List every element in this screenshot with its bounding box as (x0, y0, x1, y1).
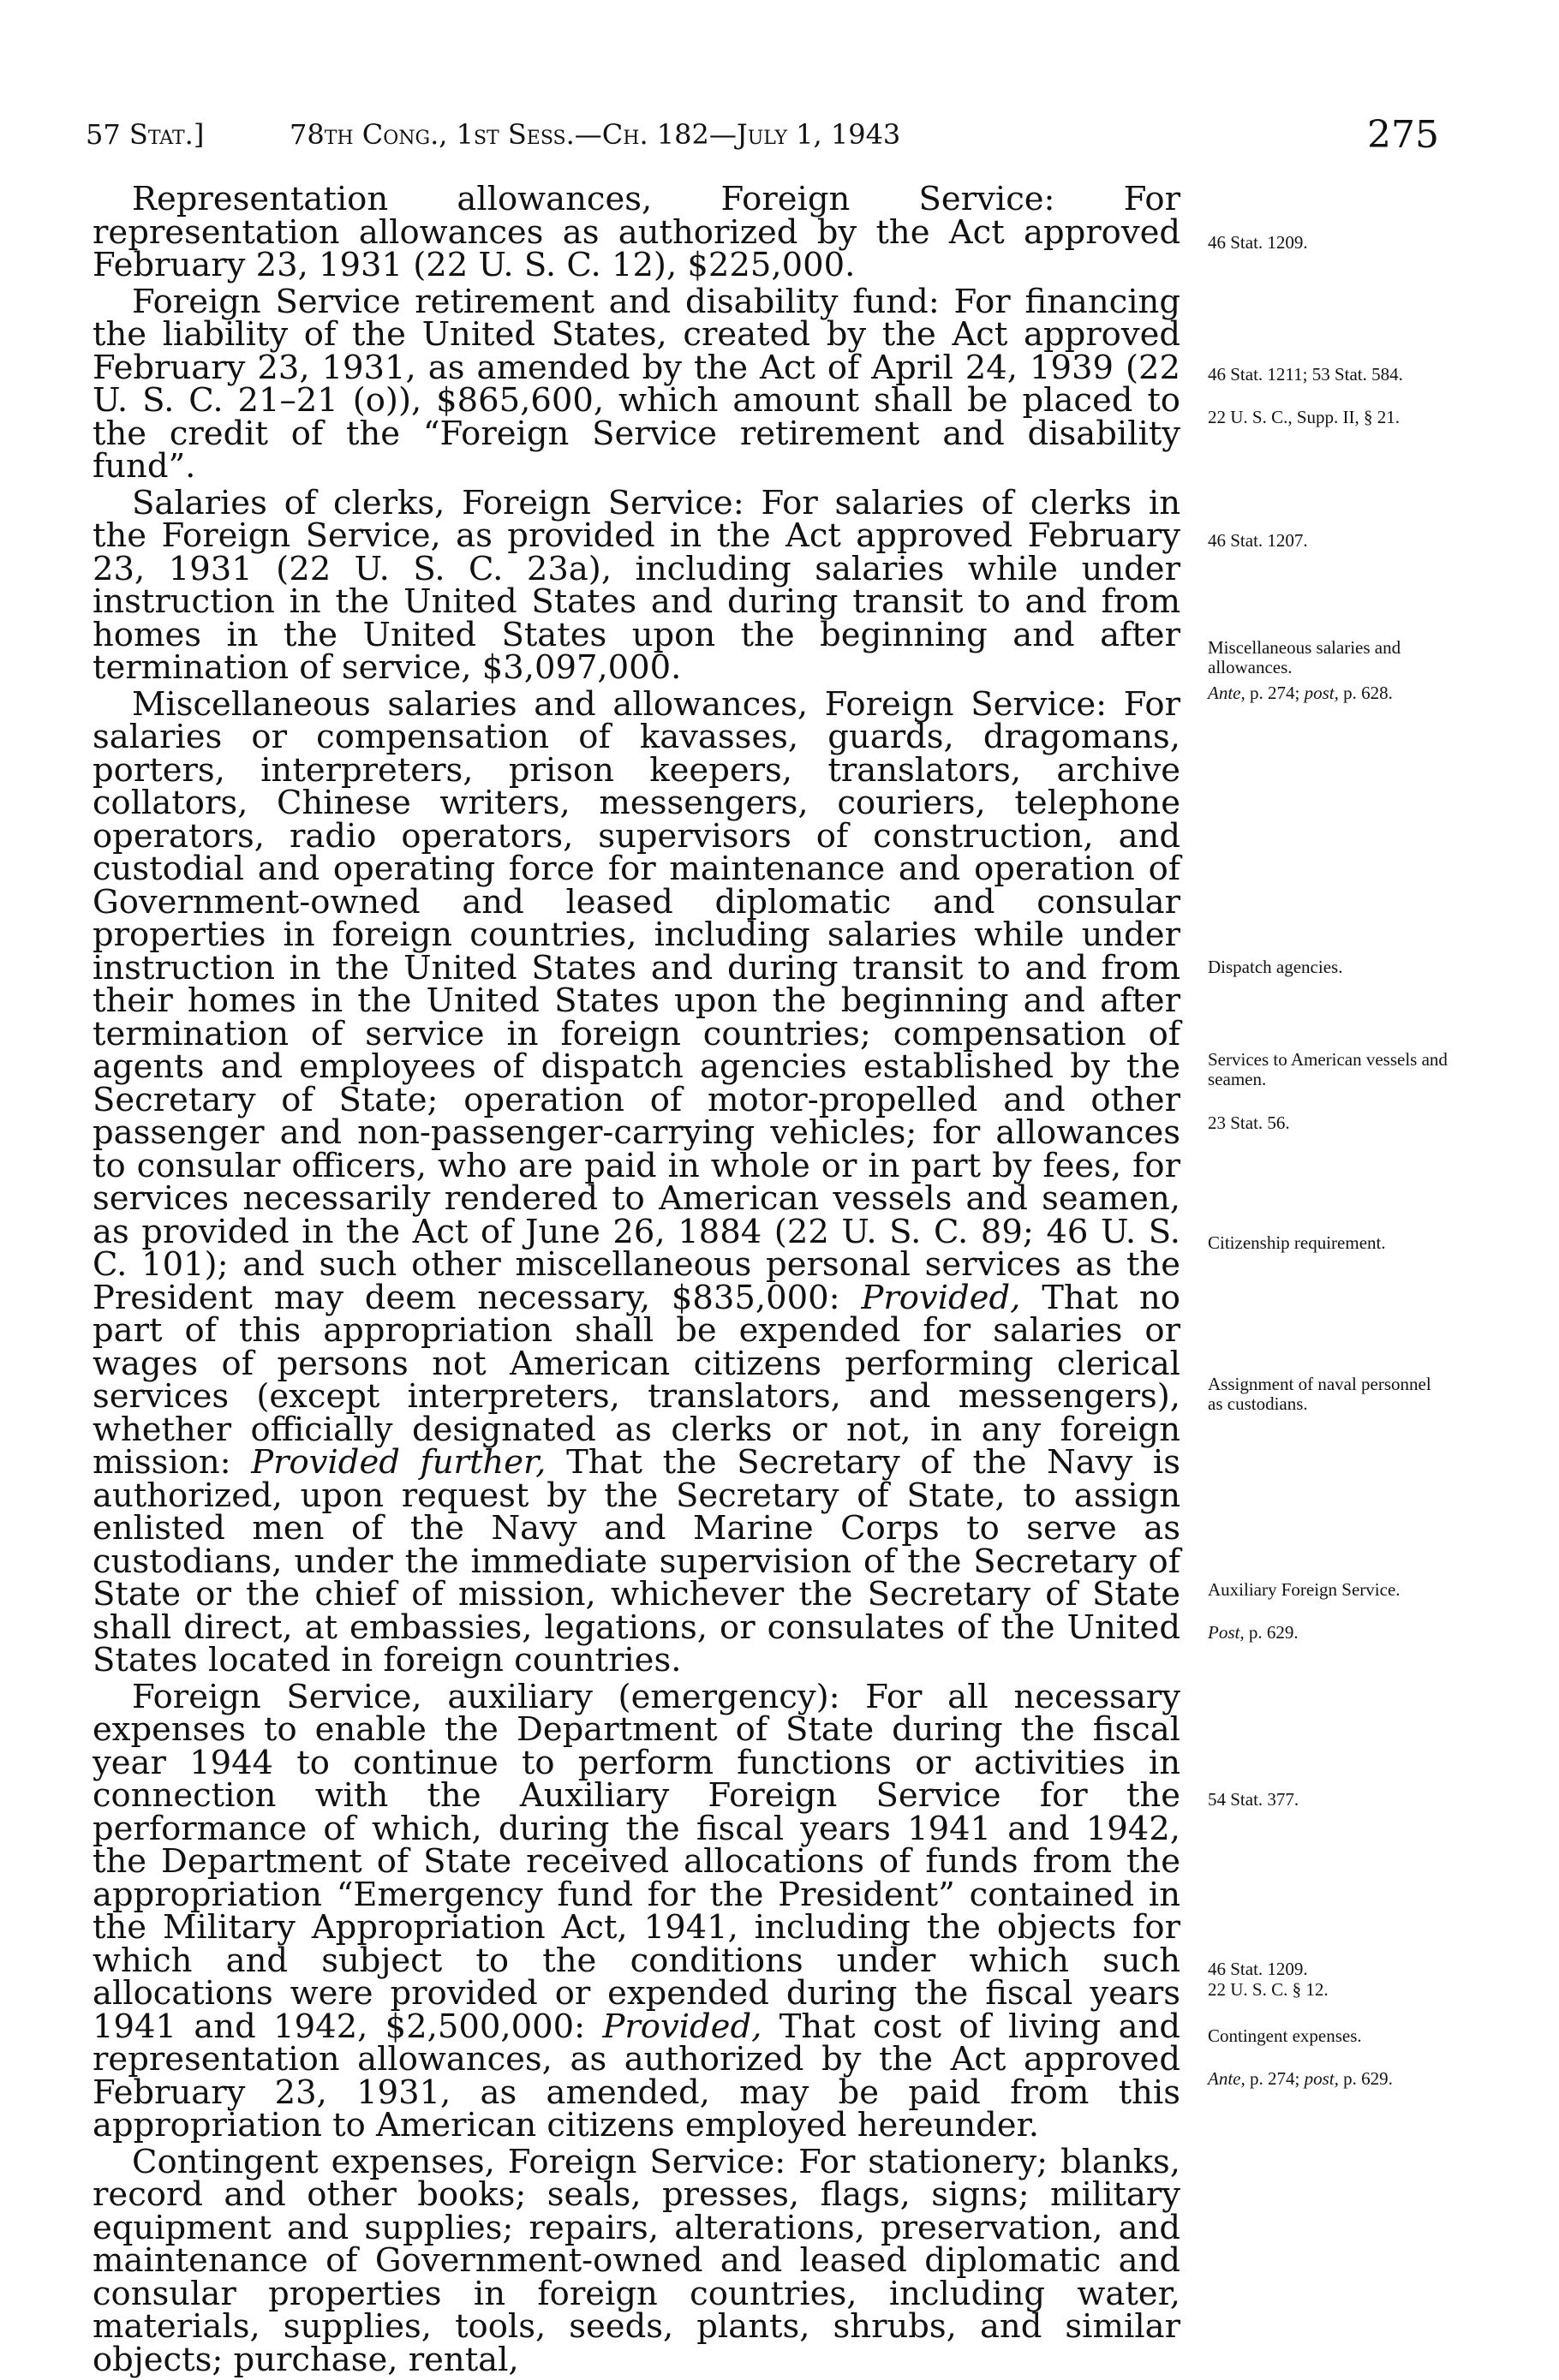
citation-italic: Post, (1208, 1622, 1245, 1643)
margin-note: 54 Stat. 377. (1208, 1789, 1299, 1810)
citation-text: p. 628. (1343, 683, 1393, 703)
text-run: That the Secretary of the Navy is authorized, upon request by the Secretary of State, to assign enlisted men of the Navy and Marine Corps to serve as custodians, under the immediate supervision of the Secretary of State or the chief of mission, whichever the Secretary of State shall direct, at embassies, legations, or consulates of the United States located in foreign countries. (93, 1443, 1180, 1679)
margin-note: 46 Stat. 1211; 53 Stat. 584. (1208, 364, 1403, 385)
margin-note: Auxiliary Foreign Service. (1208, 1579, 1401, 1600)
text-run: That no part of this appropriation shall be expended for salaries or wages of persons not American citizens performing clerical services (except interpreters, translators, and messengers), whether officially designated as clerks or not, in any foreign mission: (93, 1278, 1180, 1482)
margin-note: 23 Stat. 56. (1208, 1112, 1290, 1133)
citation-italic: post, (1304, 683, 1339, 703)
margin-note: Citizenship requirement. (1208, 1232, 1386, 1253)
paragraph-salaries-of-clerks: Salaries of clerks, Foreign Service: For salaries of clerks in the Foreign Service, as provided in the Act approved February 23, 1931 (22 U. S. C. 23a), including salaries while under instruction in the United States and during transit to and from homes in the United States upon the beginning and after termination of service, $3,097,000. (93, 483, 1180, 687)
margin-note: Contingent expenses. (1208, 2025, 1362, 2046)
paragraph-representation-allowances: Representation allowances, Foreign Service: For representation allowances as authorized by the Act approved February 23, 1931 (22 U. S. C. 12), $225,000. (93, 180, 1180, 284)
margin-note: 46 Stat. 1209. (1208, 1959, 1308, 1979)
text-run: Miscellaneous salaries and allowances, Foreign Service: For salaries or compensation of kavasses, guards, dragomans, porters, interpreters, prison keepers, translators, archive collators, Chinese writers, messengers, couriers, telephone operators, radio operators, supervisors of construction, and custodial and operating force for maintenance and operation of Government-owned and leased diplomatic and consular properties in foreign countries, including salaries while under instruction in the United States and during transit to and from their homes in the United States upon the beginning and after termination of service in foreign countries; compensation of agents and employees of dispatch agencies established by the Secretary of State; operation of motor-propelled and other passenger and non-passenger-carrying vehicles; for allowances to consular officers, who are paid in whole or in part by fees, for services necessarily rendered to American vessels and seamen, as provided in the Act of June 26, 1884 (22 U. S. C. 89; 46 U. S. C. 101); and such other miscellaneous personal services as the President may deem necessary, $835,000: (93, 684, 1180, 1317)
paragraph-retirement-fund: Foreign Service retirement and disability fund: For financing the liability of the United States, created by the Act approved February 23, 1931, as amended by the Act of April 24, 1939 (22 U. S. C. 21–21 (o)), $865,600, which amount shall be placed to the credit of the “Foreign Service retirement and disability fund”. (93, 282, 1180, 486)
citation-text: p. 274; (1249, 2068, 1300, 2089)
margin-note: 22 U. S. C., Supp. II, § 21. (1208, 407, 1401, 427)
citation-italic: Ante, (1208, 2068, 1245, 2089)
paragraph-contingent-expenses: Contingent expenses, Foreign Service: For stationery; blanks, record and other books; seals, presses, flags, signs; military equipment and supplies; repairs, alterations, preservation, and maintenance of Government-owned and leased diplomatic and consular properties in foreign countries, including water, materials, supplies, tools, seeds, plants, shrubs, and similar objects; purchase, rental, (93, 2142, 1180, 2379)
proviso-italic: Provided further, (251, 1443, 547, 1482)
citation-italic: Ante, (1208, 683, 1245, 703)
margin-note (1208, 683, 1448, 703)
citation-text: p. 274; (1249, 683, 1300, 703)
citation-italic: post, (1304, 2068, 1339, 2089)
paragraph-auxiliary-emergency (93, 1677, 1180, 2144)
margin-note: 46 Stat. 1209. (1208, 232, 1308, 253)
running-head: 78th Cong., 1st Sess.—Ch. 182—July 1, 1943 (290, 118, 901, 151)
main-text (93, 180, 1180, 2380)
paragraph-miscellaneous-salaries (93, 684, 1180, 1679)
margin-note: Dispatch agencies. (1208, 957, 1343, 977)
margin-note: Services to American vessels and seamen. (1208, 1049, 1448, 1089)
citation-text: p. 629. (1248, 1622, 1299, 1643)
page-number: 275 (1367, 113, 1439, 157)
page-header (86, 113, 1439, 164)
margin-note (1208, 2069, 1448, 2089)
citation-text: p. 629. (1343, 2068, 1393, 2089)
margin-note: 22 U. S. C. § 12. (1208, 1979, 1329, 2000)
text-run: Foreign Service, auxiliary (emergency): For all necessary expenses to enable the Department of State during the fiscal year 1944 to continue to perform functions or activities in connection with the Auxiliary Foreign Service for the performance of which, during the fiscal years 1941 and 1942, the Department of State received allocations of funds from the appropriation “Emergency fund for the President” contained in the Military Appropriation Act, 1941, including the objects for which and subject to the conditions under which such allocations were provided or expended during the fiscal years 1941 and 1942, $2,500,000: (93, 1677, 1180, 2046)
margin-note: Miscellaneous salaries and allowances. (1208, 637, 1401, 677)
text-run: That cost of living and representation allowances, as authorized by the Act approved February 23, 1931, as amended, may be paid from this appropriation to American citizens employed hereunder. (93, 2007, 1180, 2144)
proviso-italic: Provided, (602, 2007, 762, 2046)
statute-volume: 57 Stat.] (86, 118, 205, 151)
margin-note (1208, 1623, 1448, 1643)
proviso-italic: Provided, (861, 1278, 1021, 1317)
margin-note: Assignment of naval personnel as custodians. (1208, 1374, 1431, 1414)
margin-note: 46 Stat. 1207. (1208, 530, 1308, 551)
